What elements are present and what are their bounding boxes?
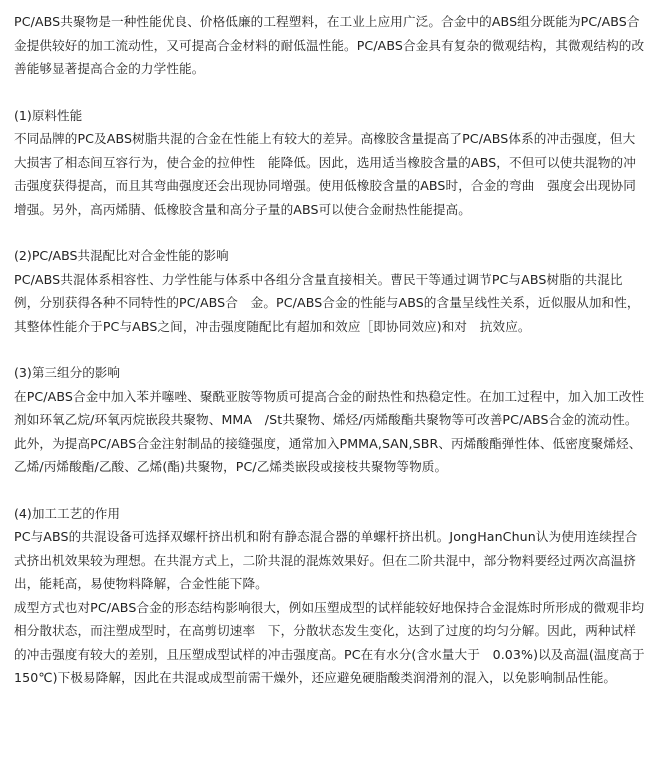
section-blend-ratio [14,244,645,338]
section-third-component [14,361,645,479]
section-heading: (1)原料性能 [14,107,83,123]
intro-paragraph: PC/ABS共聚物是一种性能优良、价格低廉的工程塑料，在工业上应用广泛。合金中的ABS组分既能为PC/ABS合金提供较好的加工流动性，又可提高合金材料的耐低温性能。PC/ABS合金具有复杂的微观结构，其微观结构的改善能够显著提高合金的力学性能。 [14,14,645,76]
section-heading: (3)第三组分的影响 [14,365,120,380]
section-paragraph: 在PC/ABS合金中加入苯并噻唑、聚酰亚胺等物质可提高合金的耐热性和热稳定性。在加工过程中，加入加工改性剂如环氧乙烷/环氧丙烷嵌段共聚物、MMA /St共聚物、烯烃/丙烯酸酯共聚物等可改善PC/ABS合金的流动性。此外，为提高PC/ABS合金注射制品的接缝强度，通常加入PMMA,SAN,SBR、丙烯酸酯弹性体、低密度聚烯烃、乙烯/丙烯酸酯/乙酸、乙烯(酯)共聚物，PC/乙烯类嵌段或接枝共聚物等物质。 [14,388,645,474]
section-paragraph: PC/ABS共混体系相容性、力学性能与体系中各组分含量直接相关。曹民干等通过调节PC与ABS树脂的共混比例，分别获得各种不同特性的PC/ABS合 金。PC/ABS合金的性能与ABS的含量呈线性关系，近似服从加和性，其整体性能介于PC与ABS之间，冲击强度随配比有超加和效应［即协同效应)和对 抗效应。 [14,271,640,334]
section-paragraph: 不同品牌的PC及ABS树脂共混的合金在性能上有较大的差异。高橡胶含量提高了PC/ABS体系的冲击强度，但大大损害了相态间互容行为，使合金的拉伸性 能降低。因此，选用适当橡胶含量的ABS，不但可以使共混物的冲击强度获得提高，而且其弯曲强度还会出现协同增强。使用低橡胶含量的ABS时，合金的弯曲 强度会出现协同增强。另外，高丙烯腈、低橡胶含量和高分子量的ABS可以使合金耐热性能提高。 [14,131,636,217]
section-paragraph: 成型方式也对PC/ABS合金的形态结构影响很大，例如压塑成型的试样能较好地保持合金混炼时所形成的微观非均相分散状态，而注塑成型时，在高剪切速率 下，分散状态发生变化，达到了过度的均匀分解。因此，两种试样的冲击强度有较大的差别，且压塑成型试样的冲击强度高。PC在有水分(含水量大于 0.03%)以及高温(温度高于150℃)下极易降解，因此在共混或成型前需干燥外，还应避免硬脂酸类润滑剂的混入，以免影响制品性能。 [14,599,645,685]
section-paragraph: PC与ABS的共混设备可选择双螺杆挤出机和附有静态混合器的单螺杆挤出机。JongHanChun认为使用连续捏合式挤出机效果较为理想。在共混方式上，二阶共混的混炼效果好。但在二阶共混中，部分物料要经过两次高温挤出，能耗高，易使物料降解，合金性能下降。 [14,529,638,591]
section-raw-material-properties [14,104,645,222]
section-heading: (2)PC/ABS共混配比对合金性能的影响 [14,248,229,263]
section-heading: (4)加工工艺的作用 [14,505,120,521]
section-processing [14,502,645,690]
